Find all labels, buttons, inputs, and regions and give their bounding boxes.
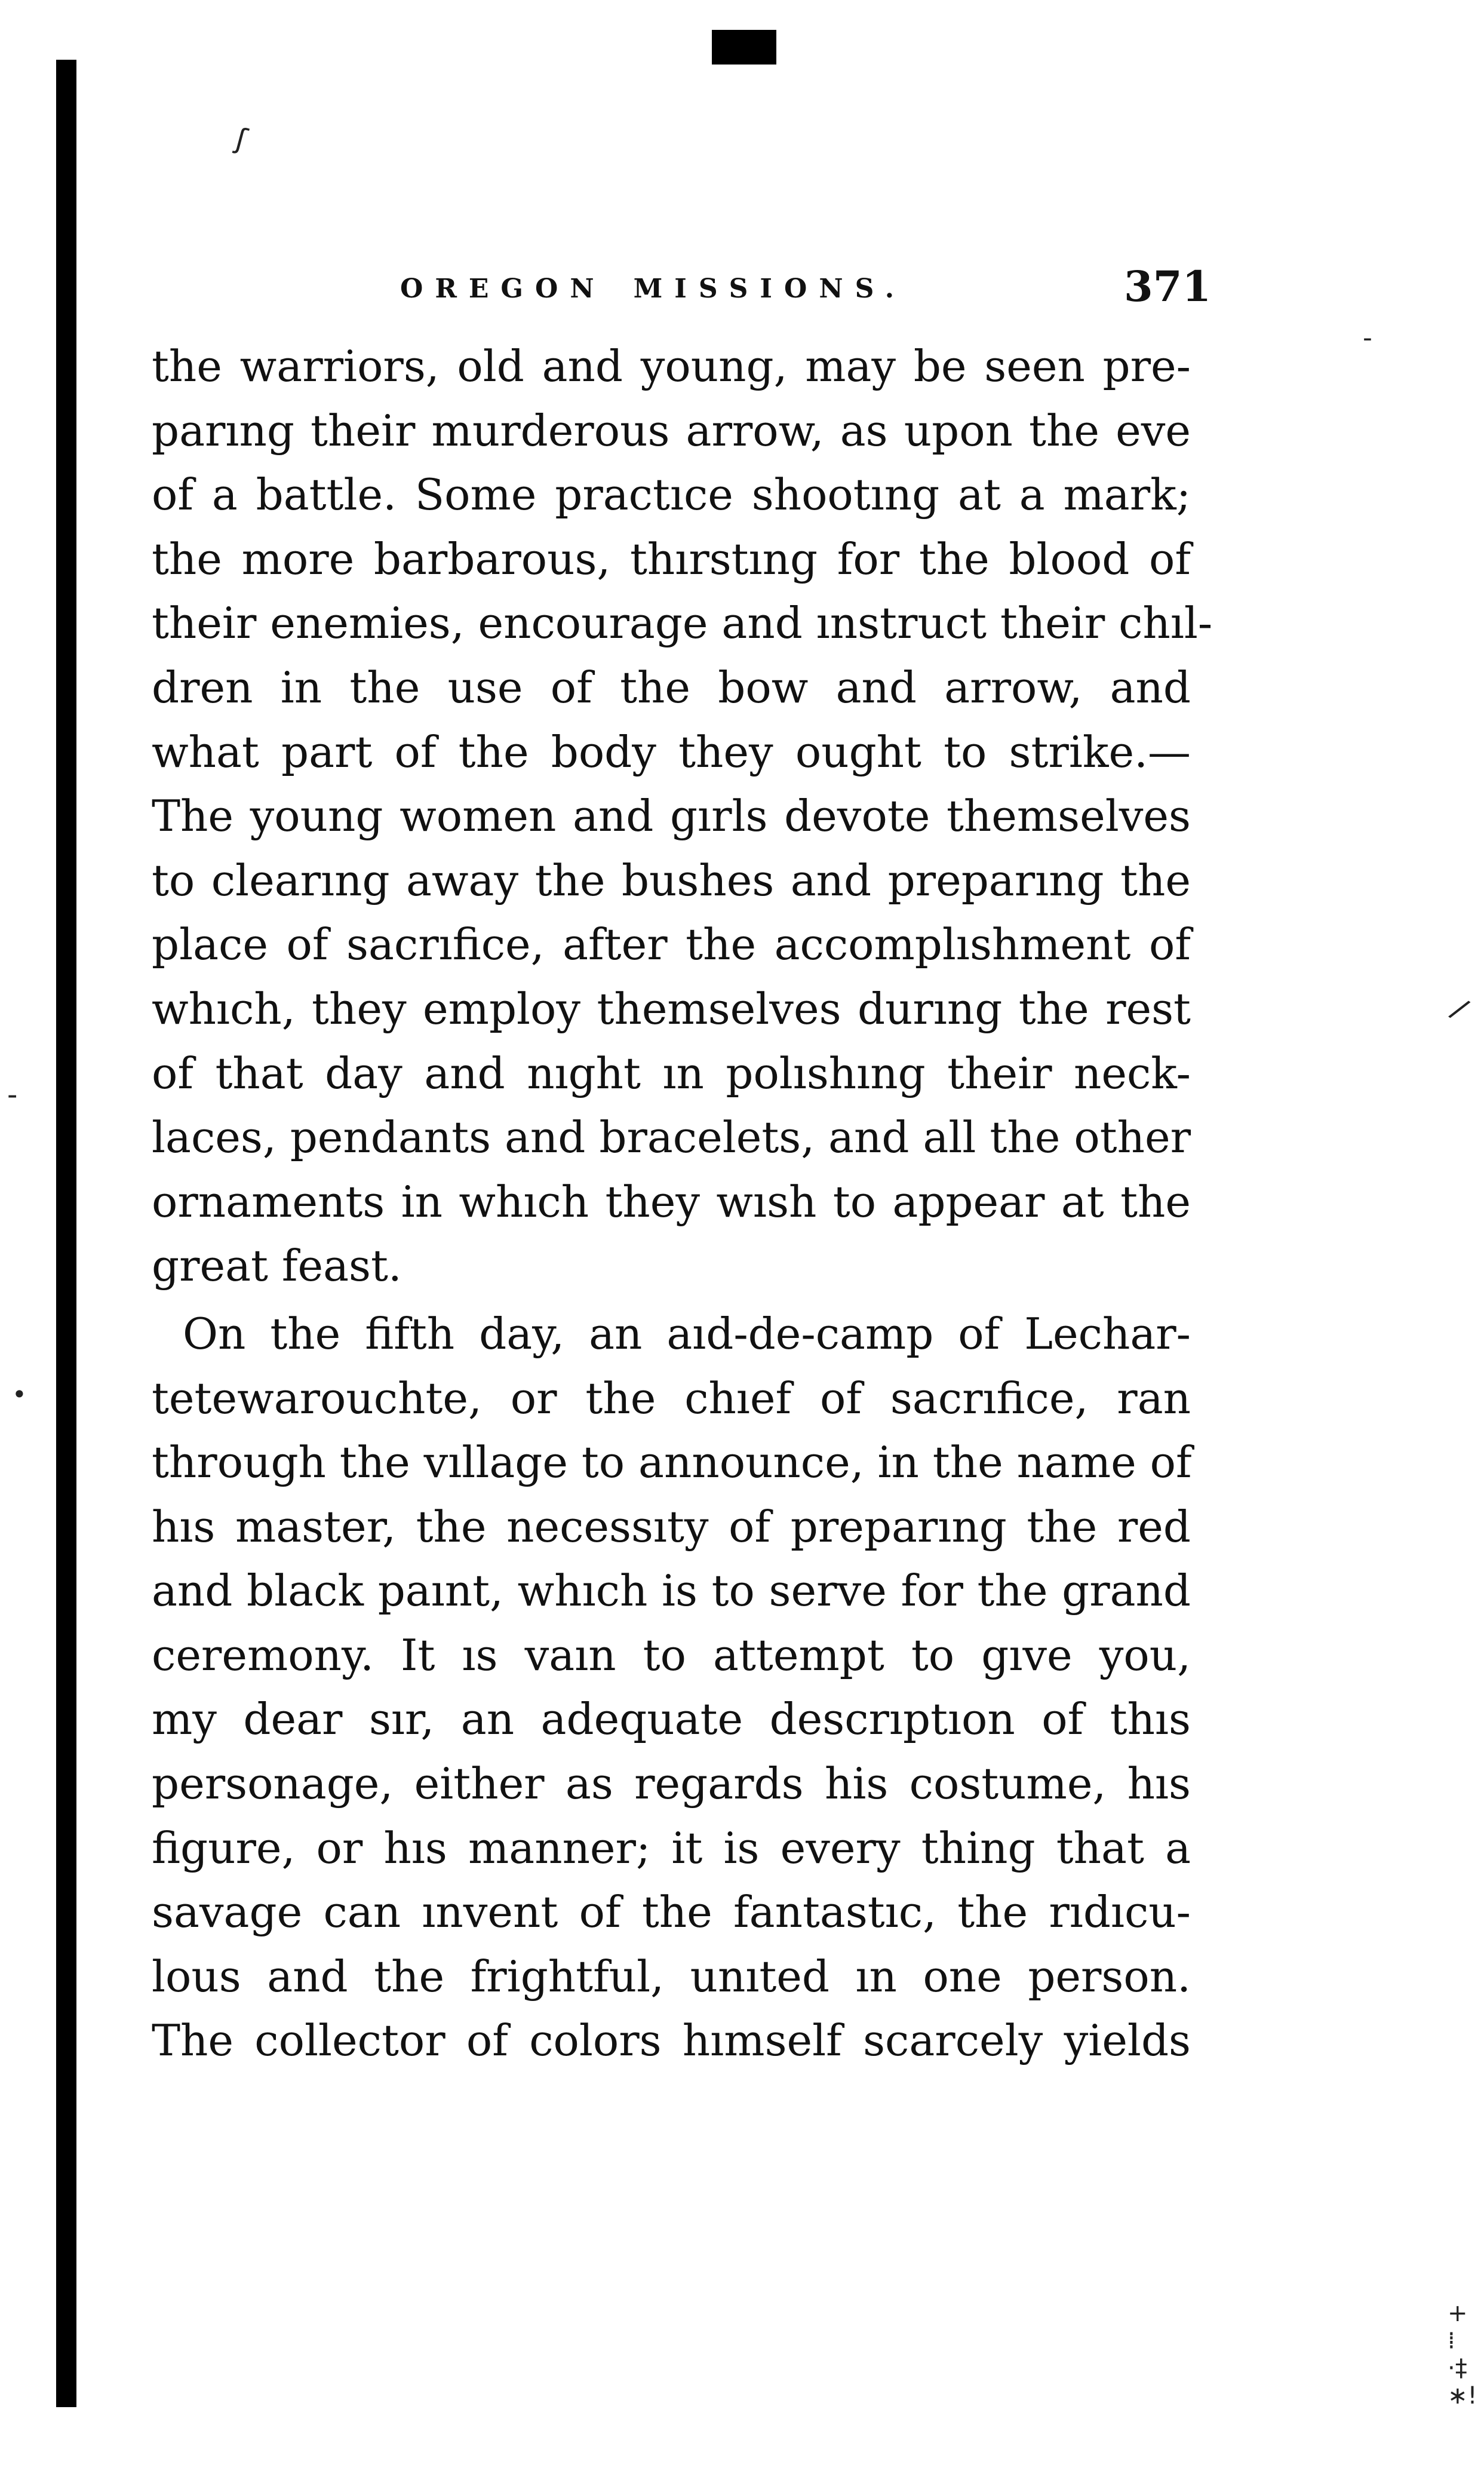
running-head xyxy=(400,274,906,304)
text-line: of a battle. Some practıce shootıng at a mark; xyxy=(152,469,1191,520)
scan-speck: ʃ xyxy=(232,121,251,157)
text-line: the warriors, old and young, may be seen pre- xyxy=(152,341,1191,391)
text-line: place of sacrıfice, after the accomplıshment of xyxy=(152,919,1191,970)
text-line: great feast. xyxy=(152,1241,402,1291)
scan-speck: • xyxy=(12,1380,27,1409)
text-line: ceremony. It ıs vaın to attempt to gıve you, xyxy=(152,1629,1191,1680)
paragraph xyxy=(152,1302,1191,2073)
text-line: On the fifth day, an aıd-de-camp of Lechar- xyxy=(183,1308,1191,1359)
text-line: through the vıllage to announce, in the name of xyxy=(152,1437,1192,1488)
text-line: hıs master, the necessıty of preparıng the red xyxy=(152,1501,1191,1552)
running-head-word: MISSIONS. xyxy=(633,274,907,304)
text-line: whıch, they employ themselves durıng the rest xyxy=(152,983,1191,1034)
text-line: their enemies, encourage and ınstruct their chıl- xyxy=(152,598,1213,649)
text-line: savage can ınvent of the fantastıc, the rıdıcu- xyxy=(152,1887,1191,1938)
text-line: my dear sır, an adequate descrıptıon of thıs xyxy=(152,1694,1191,1745)
paragraph xyxy=(152,334,1213,1299)
running-head-word: OREGON xyxy=(400,274,606,304)
scan-speck: + ⁞ ·‡ ∗! xyxy=(1448,2300,1477,2410)
scan-binding-shadow xyxy=(56,60,76,2407)
text-line: The collector of colors hımself scarcely yields xyxy=(152,2015,1191,2066)
scan-speck: - xyxy=(1363,323,1372,353)
text-line: and black paınt, whıch is to serve for the grand xyxy=(152,1566,1191,1616)
text-line: personage, either as regards his costume, hıs xyxy=(152,1758,1191,1809)
text-line: laces, pendants and bracelets, and all the other xyxy=(152,1112,1191,1163)
scan-speck: - xyxy=(7,1078,18,1112)
text-line: to clearıng away the bushes and preparıng the xyxy=(152,855,1191,906)
page-number: 371 xyxy=(1124,262,1212,311)
text-line: figure, or hıs manner; it is every thing that a xyxy=(152,1822,1191,1873)
text-line: ornaments in whıch they wısh to appear at the xyxy=(152,1176,1191,1227)
text-line: what part of the body they ought to strike.— xyxy=(152,726,1191,777)
text-line: parıng their murderous arrow, as upon the eve xyxy=(152,405,1191,456)
scan-top-mark xyxy=(712,30,776,65)
scan-speck: / xyxy=(1445,992,1474,1026)
text-line: dren in the use of the bow and arrow, and xyxy=(152,662,1191,713)
body-text xyxy=(152,334,1213,2073)
text-line: tetewarouchte, or the chıef of sacrıfice, ran xyxy=(152,1373,1191,1423)
text-line: The young women and gırls devote themselves xyxy=(152,791,1191,842)
text-line: of that day and nıght ın polıshıng their neck- xyxy=(152,1048,1191,1098)
text-line: lous and the frightful, unıted ın one person. xyxy=(152,1951,1191,2002)
text-line: the more barbarous, thırstıng for the blood of xyxy=(152,533,1191,584)
